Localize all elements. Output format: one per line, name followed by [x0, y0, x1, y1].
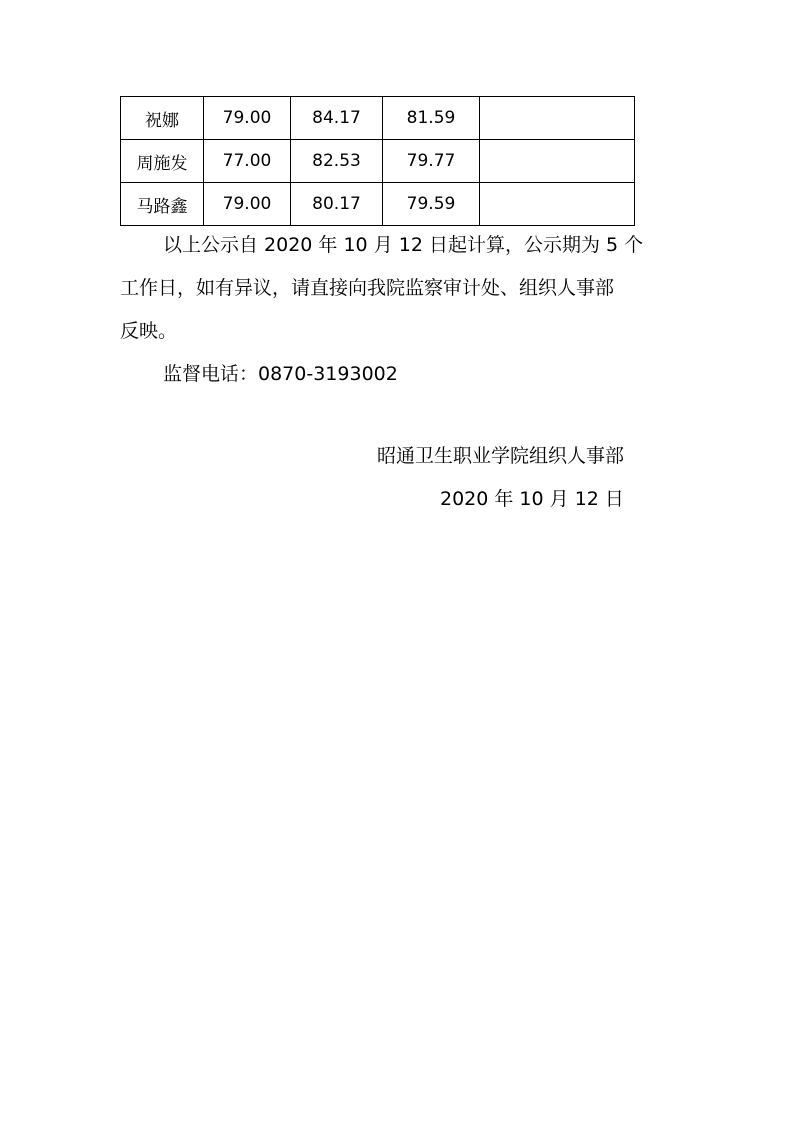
- notice-line: 以上公示自 2020 年 10 月 12 日起计算，公示期为 5 个: [163, 234, 644, 256]
- candidate-name: 马路鑫: [121, 183, 204, 226]
- candidate-name: 祝娜: [121, 97, 204, 140]
- table-row: [121, 140, 635, 183]
- remark-cell: [480, 183, 635, 226]
- remark-cell: [480, 140, 635, 183]
- score-cell: 84.17: [291, 97, 383, 140]
- notice-line: 工作日，如有异议，请直接向我院监察审计处、组织人事部: [120, 277, 615, 299]
- remark-cell: [480, 97, 635, 140]
- signature-date: 2020 年 10 月 12 日: [440, 488, 624, 510]
- table-row: [121, 97, 635, 140]
- notice-line: 反映。: [120, 320, 178, 342]
- score-cell: 79.00: [204, 183, 291, 226]
- signature-organization: 昭通卫生职业学院组织人事部: [377, 445, 625, 467]
- score-cell: 80.17: [291, 183, 383, 226]
- supervision-phone: 监督电话：0870-3193002: [163, 363, 398, 385]
- score-cell: 77.00: [204, 140, 291, 183]
- score-cell: 82.53: [291, 140, 383, 183]
- total-score-cell: 81.59: [383, 97, 480, 140]
- score-table: [120, 96, 635, 226]
- total-score-cell: 79.59: [383, 183, 480, 226]
- candidate-name: 周施发: [121, 140, 204, 183]
- table-row: [121, 183, 635, 226]
- notice-paragraph: [120, 224, 680, 353]
- score-cell: 79.00: [204, 97, 291, 140]
- total-score-cell: 79.77: [383, 140, 480, 183]
